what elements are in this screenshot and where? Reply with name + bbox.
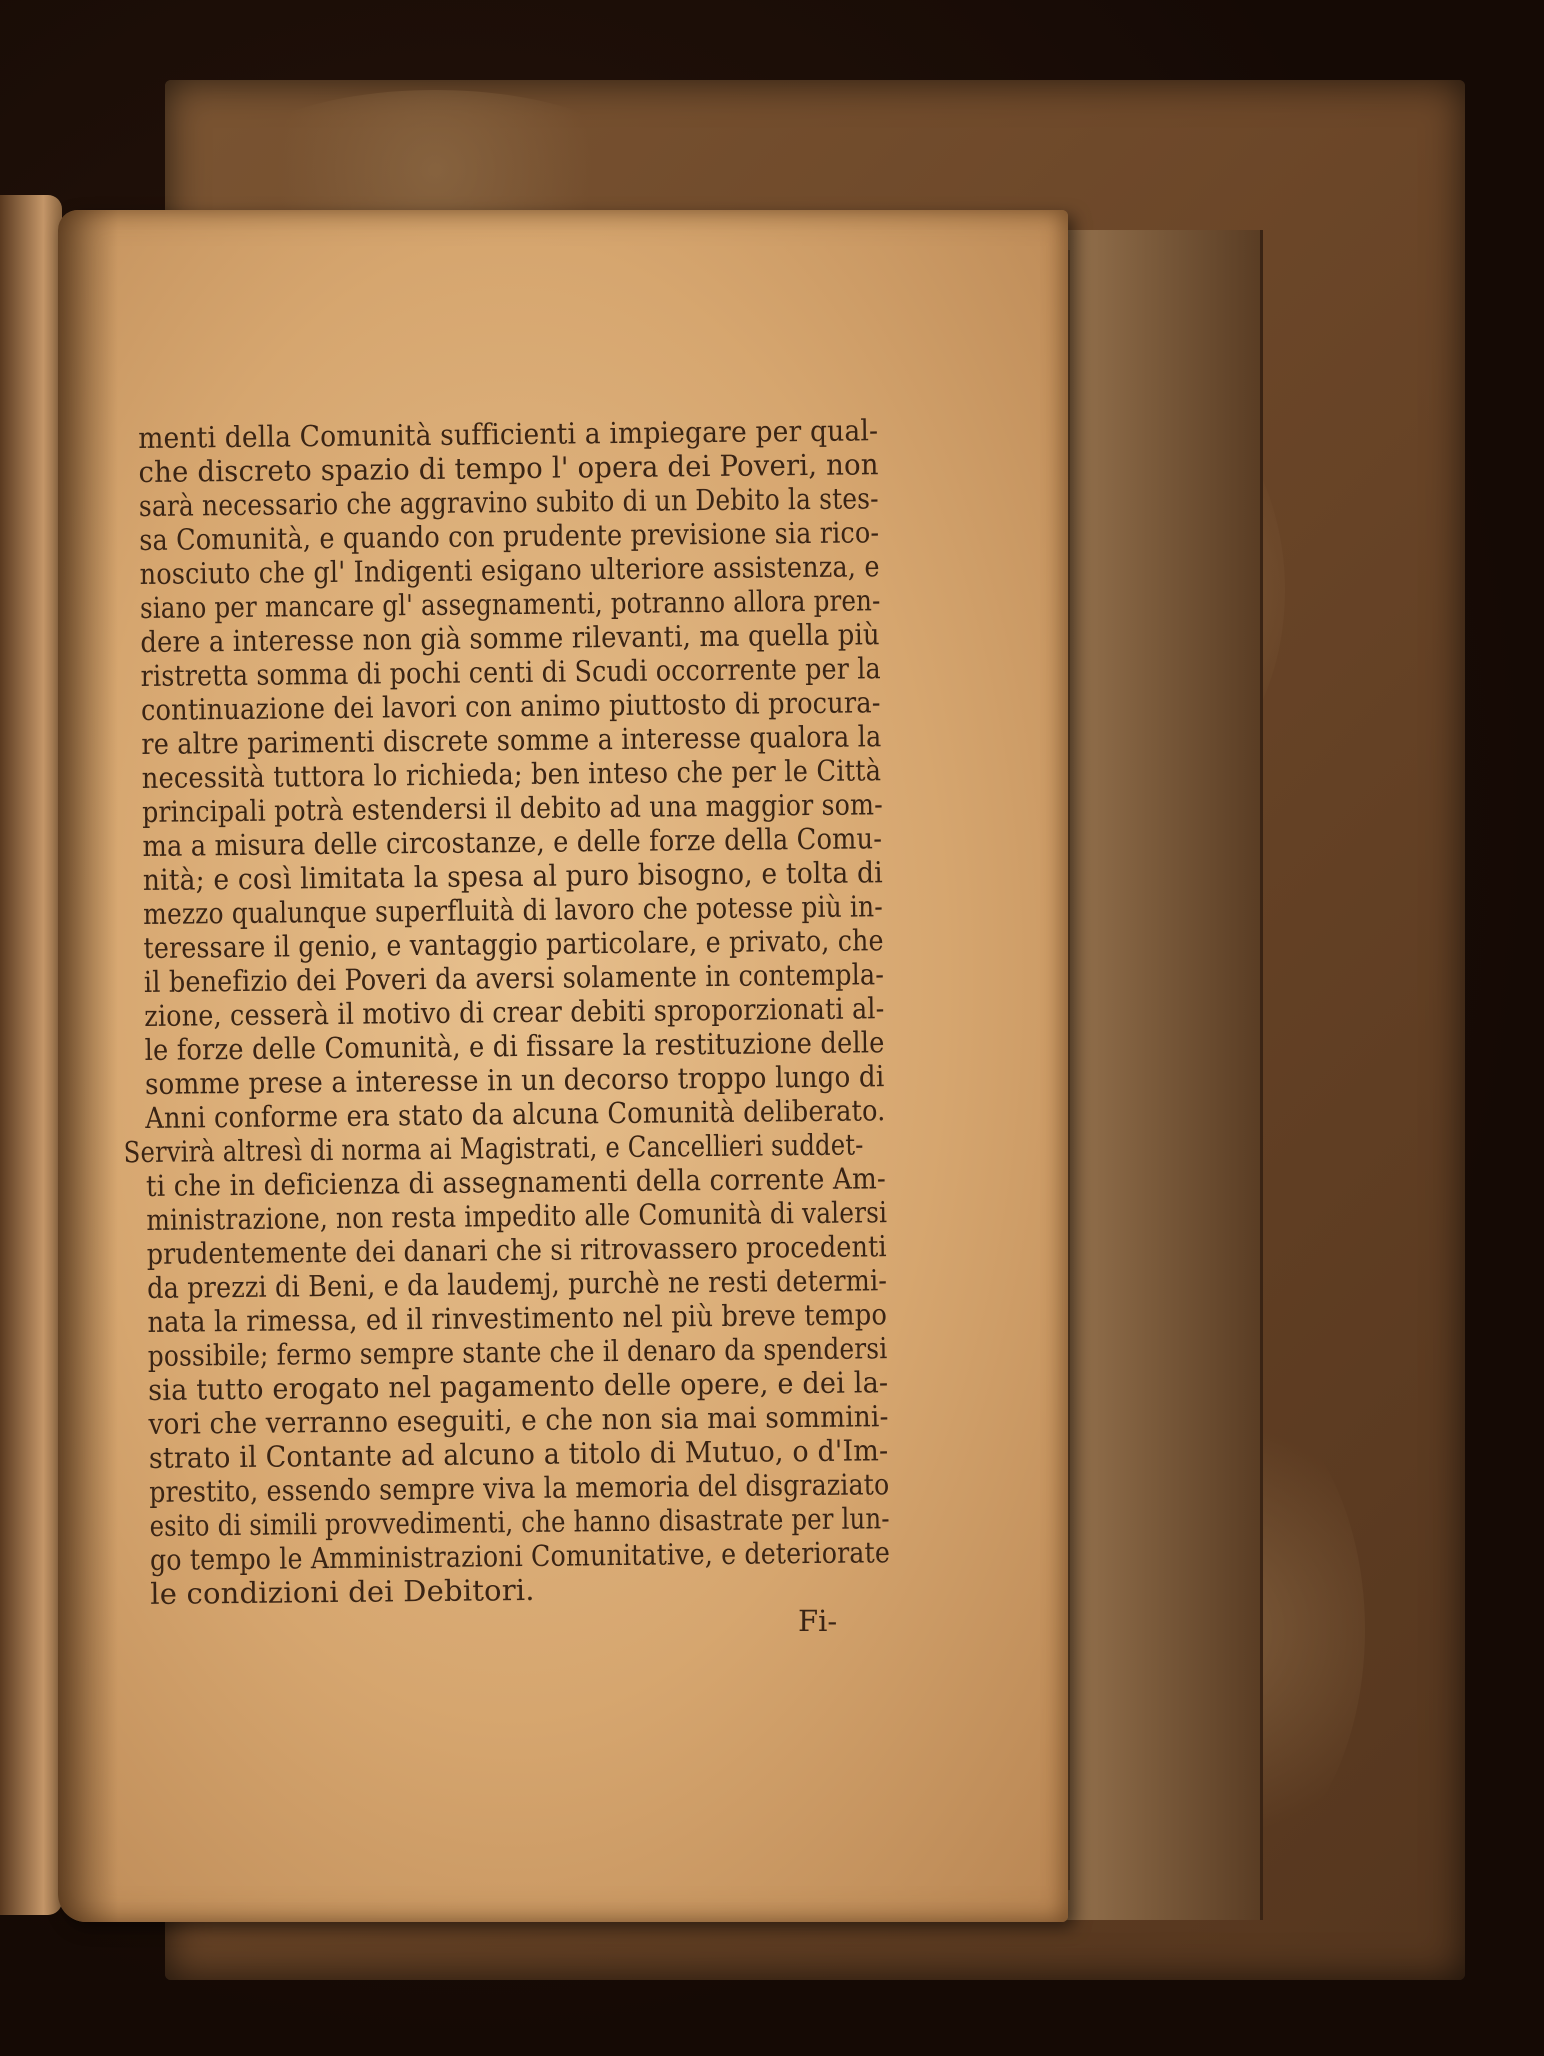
gutter-shadow: [58, 210, 118, 1922]
text-line: da prezzi di Beni, e da laudemj, purchè ne resti determi-: [146, 1263, 888, 1305]
text-line: che discreto spazio di tempo l' opera dei Poveri, non: [138, 447, 879, 489]
text-line: le forze delle Comunità, e di fissare la restituzione delle: [144, 1025, 885, 1067]
text-line: ristretta somma di pochi centi di Scudi occorrente per la: [140, 651, 881, 693]
text-line: ti che in deficienza di assegnamenti della corrente Am-: [145, 1161, 887, 1203]
text-line: possibile; fermo sempre stante che il denaro da spendersi: [147, 1331, 888, 1373]
text-line: il benefizio dei Poveri da aversi solamente in contempla-: [143, 957, 885, 999]
text-line: ministrazione, non resta impedito alle Comunità di valersi: [146, 1195, 888, 1237]
text-line: nosciuto che gl' Indigenti esigano ulteriore assistenza, e: [139, 549, 880, 591]
text-line: re altre parimenti discrete somme a interesse qualora la: [141, 719, 882, 761]
text-line: mezzo qualunque superfluità di lavoro che potesse più in-: [143, 889, 884, 931]
text-line: strato il Contante ad alcuno a titolo di Mutuo, o d'Im-: [148, 1433, 889, 1475]
catchword: Fi-: [798, 1604, 838, 1638]
text-line: vori che verranno eseguiti, e che non sia mai sommini-: [148, 1399, 889, 1441]
text-line: siano per mancare gl' assegnamenti, potranno allora pren-: [139, 583, 881, 625]
text-line: sarà necessario che aggravino subito di un Debito la stes-: [138, 481, 879, 523]
text-line: Servirà altresì di norma ai Magistrati, e Cancellieri suddet-: [123, 1127, 864, 1170]
text-line: Anni conforme era stato da alcuna Comunità deliberato.: [145, 1093, 886, 1135]
text-line: nità; e così limitata la spesa al puro bisogno, e tolta di: [142, 855, 884, 897]
text-line: ma a misura delle circostanze, e delle forze della Comu-: [142, 821, 883, 863]
text-line: dere a interesse non già somme rilevanti, ma quella più: [140, 617, 880, 659]
text-line: prestito, essendo sempre viva la memoria del disgraziato: [149, 1467, 890, 1509]
facing-page-edge: [0, 195, 62, 1915]
text-line: esito di simili provvedimenti, che hanno disastrate per lun-: [149, 1501, 890, 1543]
text-line: sia tutto erogato nel pagamento delle opere, e dei la-: [148, 1365, 889, 1407]
text-line: prudentemente dei danari che si ritrovassero procedenti: [146, 1229, 887, 1271]
text-line: continuazione dei lavori con animo piuttosto di procura-: [140, 685, 881, 727]
text-line: nata la rimessa, ed il rinvestimento nel più breve tempo: [147, 1297, 888, 1339]
text-line: menti della Comunità sufficienti a impiegare per qual-: [138, 413, 879, 455]
text-line: teressare il genio, e vantaggio particolare, e privato, che: [143, 923, 884, 965]
text-line: necessità tuttora lo richieda; ben inteso che per le Città: [141, 753, 882, 795]
text-line: zione, cesserà il motivo di crear debiti sproporzionati al-: [144, 991, 885, 1033]
text-line: go tempo le Amministrazioni Comunitative, e deteriorate: [149, 1535, 891, 1577]
page-text-block: [123, 410, 911, 1678]
text-line: sa Comunità, e quando con prudente previsione sia rico-: [139, 515, 880, 557]
text-line: principali potrà estendersi il debito ad una maggior som-: [141, 787, 884, 829]
text-line: le condizioni dei Debitori.: [150, 1572, 535, 1611]
text-line: somme prese a interesse in un decorso troppo lungo di: [144, 1059, 885, 1101]
